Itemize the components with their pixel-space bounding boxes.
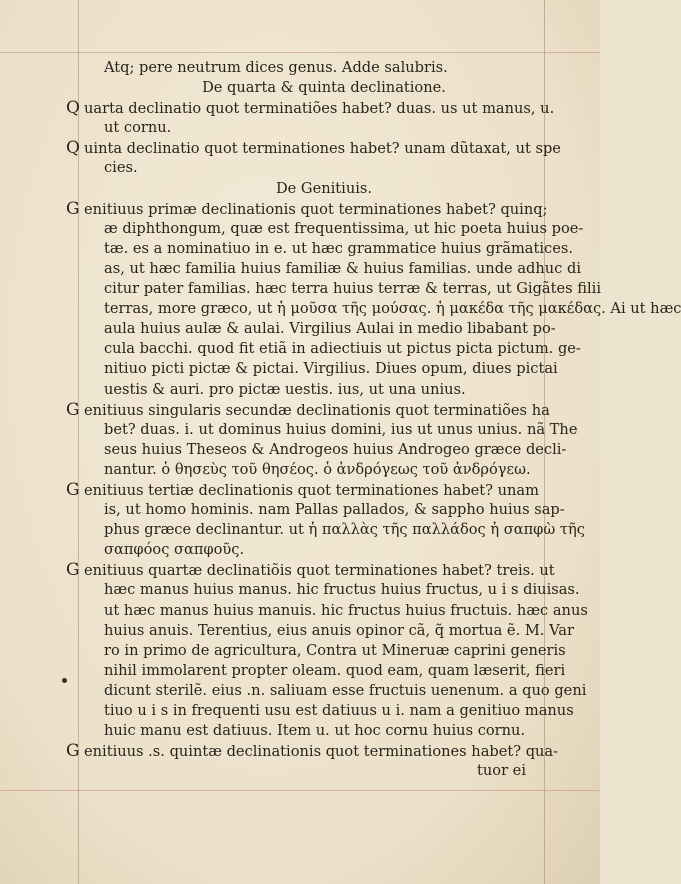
text-line xyxy=(84,279,601,299)
text-line xyxy=(66,198,564,219)
text-line xyxy=(84,319,564,339)
text-line xyxy=(84,299,681,319)
line-text: enitiuus quartæ declinatiõis quot terminationes habet? treis. ut xyxy=(84,562,555,580)
line-text: terras, more græco, ut ἡ μοῦσα τῆς μούσας. ἡ μακέδα τῆς μακέδας. Ai ut hæc xyxy=(104,300,681,318)
text-line xyxy=(66,741,564,762)
text-line xyxy=(66,560,564,581)
line-text: enitiuus tertiæ declinationis quot terminationes habet? unam xyxy=(84,481,539,499)
line-text: Atq; pere neutrum dices genus. Adde salubris. xyxy=(104,59,448,76)
line-text: dicunt sterilẽ. eius .n. saliuam esse fructuis uenenum. a quo geni xyxy=(104,681,587,699)
text-line xyxy=(84,78,564,98)
initial-letter: G xyxy=(66,741,80,762)
text-line xyxy=(84,701,574,721)
text-line xyxy=(84,58,564,78)
line-text: nantur. ὁ θησεὺς τοῦ θησέος. ὁ ἀνδρόγεως τοῦ ἀνδρόγεω. xyxy=(104,460,531,478)
line-text: nihil immolarent propter oleam. quod eam, quam læserit, fieri xyxy=(104,661,566,679)
line-text: uinta declinatio quot terminationes habet? unam dũtaxat, ut spe xyxy=(84,140,561,158)
text-line xyxy=(84,681,587,701)
line-text: ut cornu. xyxy=(104,119,172,137)
text-line xyxy=(84,420,578,440)
text-line xyxy=(84,661,564,681)
text-line xyxy=(66,399,564,420)
text-line xyxy=(84,601,588,621)
text-line xyxy=(84,500,564,520)
ruling-line-top xyxy=(0,52,600,53)
initial-letter: G xyxy=(66,560,80,581)
text-line xyxy=(84,761,564,781)
line-text: enitiuus primæ declinationis quot terminationes habet? quinq; xyxy=(84,200,548,218)
line-text: is, ut homo hominis. nam Pallas pallados, & sappho huius sap- xyxy=(104,501,565,519)
text-block xyxy=(66,58,681,781)
text-line xyxy=(84,621,574,641)
text-line xyxy=(66,479,564,500)
line-text: tuor ei xyxy=(477,762,526,780)
text-line xyxy=(84,219,584,239)
text-line xyxy=(84,380,564,400)
line-text: hæc manus huius manus. hic fructus huius fructus, u i s diuisas. xyxy=(104,581,580,599)
line-text: æ diphthongum, quæ est frequentissima, ut hic poeta huius poe- xyxy=(104,219,584,237)
initial-letter: Q xyxy=(66,98,80,119)
text-line xyxy=(84,359,564,379)
line-text: cula bacchi. quod fit etiã in adiectiuis ut pictus picta pictum. ge- xyxy=(104,340,581,358)
line-text: De quarta & quinta declinatione. xyxy=(202,79,446,97)
line-text: huius anuis. Terentius, eius anuis opinor cã, q̃ mortua ẽ. M. Var xyxy=(104,621,574,639)
line-text: cies. xyxy=(104,159,138,177)
text-line xyxy=(84,259,581,279)
text-line xyxy=(84,440,567,460)
line-text: uarta declinatio quot terminatiões habet? duas. us ut manus, u. xyxy=(84,100,555,118)
margin-mark xyxy=(62,678,67,683)
line-text: seus huius Theseos & Androgeos huius Androgeo græce decli- xyxy=(104,440,567,458)
text-line xyxy=(84,239,573,259)
line-text: phus græce declinantur. ut ἡ παλλὰς τῆς παλλάδος ἡ σαπφὼ τῆς xyxy=(104,521,585,539)
line-text: tiuo u i s in frequenti usu est datiuus u i. nam a genitiuo manus xyxy=(104,702,574,719)
initial-letter: G xyxy=(66,198,80,219)
line-text: De Genitiuis. xyxy=(275,179,373,197)
initial-letter: G xyxy=(66,479,80,500)
line-text: huic manu est datiuus. Item u. ut hoc cornu huius cornu. xyxy=(104,722,526,740)
text-line xyxy=(84,158,564,178)
initial-letter: G xyxy=(66,399,80,420)
text-line xyxy=(66,138,564,159)
ruling-line-bottom xyxy=(0,790,600,791)
text-line xyxy=(84,460,564,480)
text-line xyxy=(84,179,564,199)
line-text: citur pater familias. hæc terra huius terræ & terras, ut Gigãtes filii xyxy=(104,280,601,298)
line-text: nitiuo picti pictæ & pictai. Virgilius. Diues opum, diues pictai xyxy=(104,360,558,378)
text-line xyxy=(66,98,564,119)
line-text: σαπφόος σαπφοῦς. xyxy=(104,541,245,559)
text-line xyxy=(84,118,564,138)
line-text: uestis & auri. pro pictæ uestis. ius, ut una unius. xyxy=(104,380,466,398)
text-line xyxy=(84,339,581,359)
line-text: as, ut hæc familia huius familiæ & huius familias. unde adhuc di xyxy=(104,259,581,277)
line-text: ro in primo de agricultura, Contra ut Mineruæ caprini generis xyxy=(104,641,566,659)
line-text: enitiuus .s. quintæ declinationis quot terminationes habet? qua- xyxy=(84,743,559,761)
line-text: tæ. es a nominatiuo in e. ut hæc grammatice huius grãmatices. xyxy=(104,239,573,257)
line-text: aula huius aulæ & aulai. Virgilius Aulai in medio libabant po- xyxy=(104,320,556,338)
text-line xyxy=(84,580,580,600)
initial-letter: Q xyxy=(66,138,80,159)
text-line xyxy=(84,721,564,741)
line-text: bet? duas. i. ut dominus huius domini, ius ut unus unius. nã The xyxy=(104,420,578,438)
text-line xyxy=(84,540,564,560)
line-text: ut hæc manus huius manuis. hic fructus huius fructuis. hæc anus xyxy=(104,601,588,619)
text-line xyxy=(84,520,585,540)
line-text: enitiuus singularis secundæ declinationis quot terminatiões ha xyxy=(84,401,550,419)
text-line xyxy=(84,641,564,661)
